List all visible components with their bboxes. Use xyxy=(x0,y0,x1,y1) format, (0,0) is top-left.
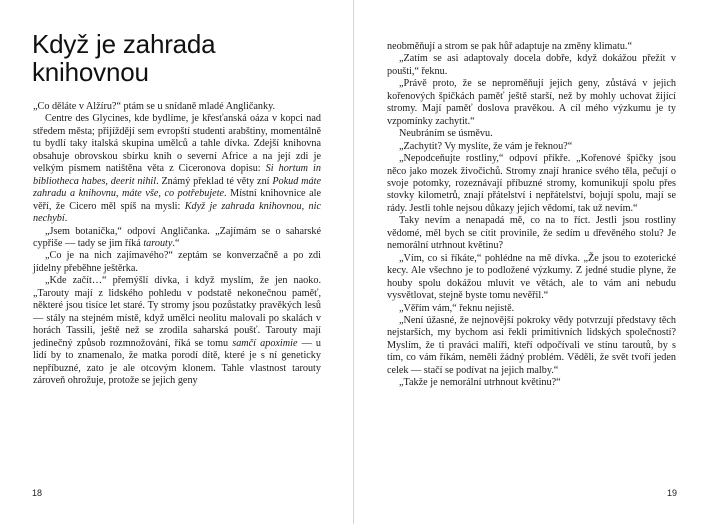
paragraph: „Jsem botanička,“ odpoví Angličanka. „Zajímám se o saharské cypřiše — tady se jim říká tarouty.“ xyxy=(33,225,321,249)
chapter-title-line-1: Když je zahrada xyxy=(32,29,216,59)
paragraph: „Není úžasné, že nejnovější pokroky vědy potvrzují představy těch nejstarších, my bychom asi řekli primitivních lidských společností? Myslím, že ti praváci malíři, kteří odpočívali ve stínu taroutů, by s tím, co vám říkám, neměli žádný problém. Věděli, že svět tvoří jeden celek — stačí se podívat na jejich malby.“ xyxy=(387,314,676,376)
samci-apoximie-term: samčí apoximie xyxy=(232,337,298,349)
paragraph: „Co děláte v Alžíru?“ ptám se u snídaně mladé Angličanky. xyxy=(33,101,276,112)
page-number: 19 xyxy=(666,488,677,498)
paragraph: „Takže je nemorální utrhnout květinu?“ xyxy=(399,377,561,389)
paragraph: „Kde začít…“ přemýšlí dívka, i když myslím, že jen naoko. „Tarouty mají z lidského pohledu v podstatě nekonečnou paměť, některé jsou tisíce let staré. Ty stromy jsou pozůstatky pravěkých lesů — stály na stejném místě, když umělci neolitu malovali po skalách v horách Tassili, ještě než se zrodila saharská poušť. Tarouty mají jedinečný způsob rozmnožování, říká se tomu samčí apoximie — u lidí by to znamenalo, že matka porodí dítě, které je s ní geneticky nepříbuzné, zato je ale otcovým klonem. Tahle vlastnost tarouty zároveň ohrožuje, protože se jejich geny xyxy=(33,275,321,386)
paragraph: Taky nevím a nenapadá mě, co na to říct. Jestli jsou rostliny vědomé, měl bych se cítit provinile, že sedím u dřevěného stolu? Je nemorální utrhnout květinu? xyxy=(387,215,676,252)
page-number: 18 xyxy=(32,488,43,498)
paragraph: „Právě proto, že se neproměňují jejich geny, zůstává v jejich kořenových špičkách paměť ještě starší, než by mohly uchovat žijící stromy. Mají paměť doslova pravěkou. A cíl mého výzkumu je ty vzpomínky zachytit.“ xyxy=(387,78,676,127)
paragraph: „Zachytit? Vy myslíte, že vám je řeknou?“ xyxy=(399,140,573,152)
alternative-reading: Když je zahrada knihovnou, nic nechybí xyxy=(33,200,321,225)
paragraph: „Nepodceňujte rostliny,“ odpoví příkře. „Kořenové špičky jsou něco jako mozek živočichů. Stromy znají hranice svého těla, pečují o svoje potomky, rozeznávají příbuzné stromy, komunikují spolu přes stovky kilometrů, znají přátelství i nepřátelství, bojují spolu, mají se rády. Jestli tohle nejsou důkazy jejich vědomí, tak už nevím.“ xyxy=(387,153,676,214)
left-page-body xyxy=(33,101,321,387)
chapter-title xyxy=(32,30,215,86)
paragraph: „Vím, co si říkáte,“ pohlédne na mě dívka. „Že jsou to ezoterické kecy. Ale všechno je to podložené výzkumy. Z jedné studie plyne, že houby spolu dokážou mluvit ve větách, ale to vám ani nebudu vysvětlovat, stejně byste tomu nevěřil.“ xyxy=(387,252,676,302)
paragraph: Centre des Glycines, kde bydlíme, je křesťanská oáza v kopci nad středem města; přijíždějí sem evropští studenti arabštiny, momentálně tu bydlí taky italská skupina umělců a tahle dívka. Zdejší knihovna obsahuje obrovskou sbírku knih o severní Africe a na její zdi je velkým písmem natištěna věta z Ciceronova dopisu: Si hortum in bibliotheca habes, deerit nihil. Známý překlad té věty zní Pokud máte zahradu a knihovnu, máte vše, co potřebujete. Místní knihovnice ale věří, že Cicero měl spíš na mysli: Když je zahrada knihovnou, nic nechybí. xyxy=(33,113,321,225)
paragraph: „Zatím se asi adaptovaly docela dobře, když dokážou přežít v poušti,“ řeknu. xyxy=(387,53,676,77)
latin-quote: Si hortum in bibliotheca habes, deerit nihil xyxy=(33,163,321,187)
left-page xyxy=(0,0,354,524)
paragraph: „Věřím vám,“ řeknu nejistě. xyxy=(399,302,515,314)
paragraph: neobměňují a strom se pak hůř adaptuje na změny klimatu.“ xyxy=(387,41,632,52)
right-page-body xyxy=(387,41,676,390)
paragraph: Neubráním se úsměvu. xyxy=(399,128,493,140)
chapter-title-line-2: knihovnou xyxy=(32,57,149,87)
paragraph: „Co je na nich zajímavého?“ zeptám se konverzačně a po zdi jídelny přeběhne ještěrka. xyxy=(33,250,321,274)
tarouty-term: tarouty xyxy=(143,237,173,249)
czech-translation: Pokud máte zahradu a knihovnu, máte vše, co potřebujete xyxy=(33,175,321,200)
right-page xyxy=(354,0,709,524)
